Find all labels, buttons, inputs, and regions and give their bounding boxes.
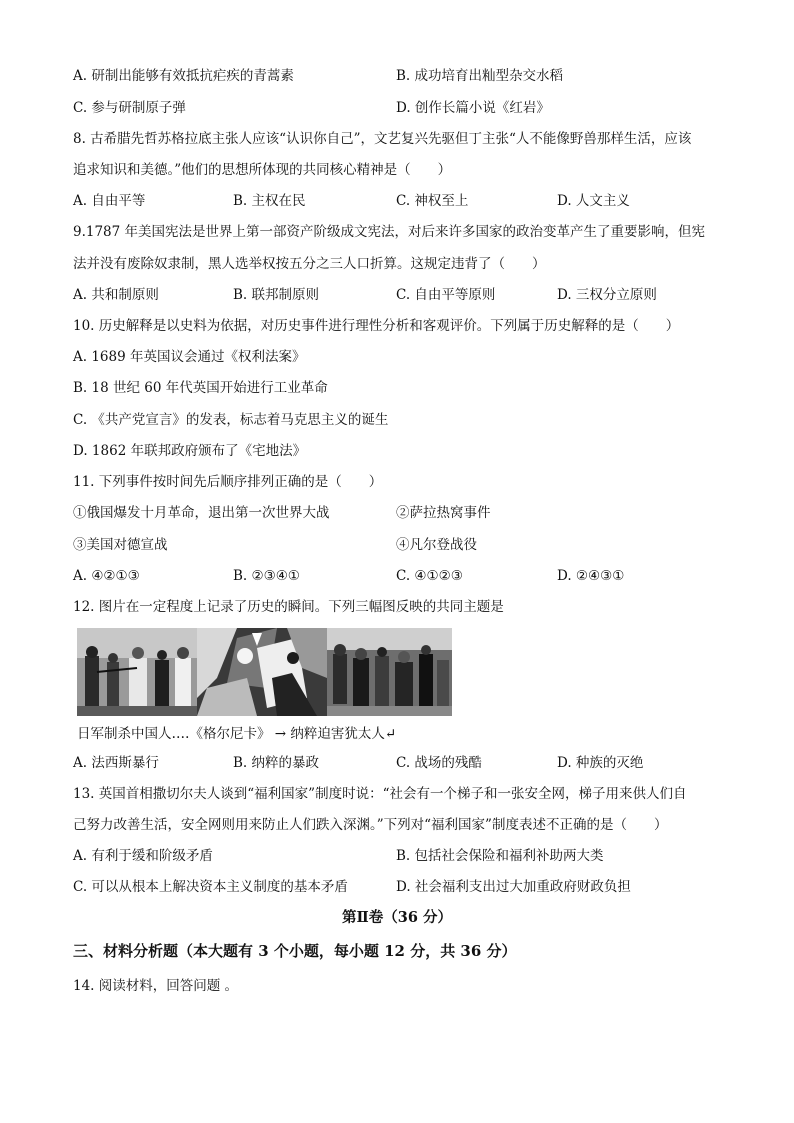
q10-stem: 10. 历史解释是以史料为依据，对历史事件进行理性分析和客观评价。下列属于历史解释的是（ ） — [73, 318, 680, 334]
q12-option-a: A. 法西斯暴行 — [73, 755, 159, 771]
q11-option-c: C. ④①②③ — [396, 568, 463, 584]
q13-option-b: B. 包括社会保险和福利补助两大类 — [396, 848, 604, 864]
q10-option-b: B. 18 世纪 60 年代英国开始进行工业革命 — [73, 380, 328, 396]
photo-guernica — [197, 628, 327, 716]
q7-option-b: B. 成功培育出籼型杂交水稻 — [396, 68, 564, 84]
q8-stem-line2: 追求知识和美德。”他们的思想所体现的共同核心精神是（ ） — [73, 162, 452, 178]
q10-option-c: C. 《共产党宣言》的发表，标志着马克思主义的诞生 — [73, 412, 389, 428]
q9-option-b: B. 联邦制原则 — [233, 287, 320, 303]
q13-option-d: D. 社会福利支出过大加重政府财政负担 — [396, 879, 631, 895]
q11-event-1: ①俄国爆发十月革命，退出第一次世界大战 — [73, 505, 330, 521]
q11-event-4: ④凡尔登战役 — [396, 537, 477, 553]
q12-option-c: C. 战场的残酷 — [396, 755, 482, 771]
q9-option-d: D. 三权分立原则 — [557, 287, 657, 303]
q13-option-c: C. 可以从根本上解决资本主义制度的基本矛盾 — [73, 879, 348, 895]
q11-event-3: ③美国对德宣战 — [73, 537, 168, 553]
photo-japanese-atrocity — [77, 628, 197, 716]
q14-stem: 14. 阅读材料，回答问题 。 — [73, 978, 239, 994]
q7-option-d: D. 创作长篇小说《红岩》 — [396, 100, 550, 116]
q7-option-c: C. 参与研制原子弹 — [73, 100, 186, 116]
q7-option-a: A. 研制出能够有效抵抗疟疾的青蒿素 — [73, 68, 294, 84]
q8-stem-line1: 8. 古希腊先哲苏格拉底主张人应该“认识你自己”，文艺复兴先驱但丁主张“人不能像野兽那样生活，应该 — [73, 131, 692, 147]
q9-option-a: A. 共和制原则 — [73, 287, 159, 303]
q9-option-c: C. 自由平等原则 — [396, 287, 496, 303]
q8-option-b: B. 主权在民 — [233, 193, 306, 209]
q9-stem-line1: 9.1787 年美国宪法是世界上第一部资产阶级成文宪法，对后来许多国家的政治变革产生了重要影响，但宪 — [73, 224, 706, 240]
q13-stem-line1: 13. 英国首相撒切尔夫人谈到“福利国家”制度时说：“社会有一个梯子和一张安全网，梯子用来供人们自 — [73, 786, 687, 802]
part2-title: 第Ⅱ卷（36 分） — [342, 909, 452, 926]
q11-stem: 11. 下列事件按时间先后顺序排列正确的是（ ） — [73, 474, 383, 490]
q13-stem-line2: 己努力改善生活，安全网则用来防止人们跌入深渊。”下列对“福利国家”制度表述不正确的是（ ） — [73, 817, 668, 833]
q10-option-a: A. 1689 年英国议会通过《权利法案》 — [73, 349, 306, 365]
q9-stem-line2: 法并没有废除奴隶制，黑人选举权按五分之三人口折算。这规定违背了（ ） — [73, 256, 546, 272]
q12-option-d: D. 种族的灭绝 — [557, 755, 644, 771]
q12-stem: 12. 图片在一定程度上记录了历史的瞬间。下列三幅图反映的共同主题是 — [73, 599, 504, 615]
q11-option-a: A. ④②①③ — [73, 568, 140, 584]
q13-option-a: A. 有利于缓和阶级矛盾 — [73, 848, 213, 864]
q11-option-b: B. ②③④① — [233, 568, 300, 584]
q11-option-d: D. ②④③① — [557, 568, 625, 584]
section3-heading: 三、材料分析题（本大题有 3 个小题，每小题 12 分，共 36 分） — [73, 942, 517, 960]
photo-nazi-persecution — [327, 628, 452, 716]
q8-option-d: D. 人文主义 — [557, 193, 630, 209]
q11-event-2: ②萨拉热窝事件 — [396, 505, 491, 521]
q8-option-c: C. 神权至上 — [396, 193, 469, 209]
q12-option-b: B. 纳粹的暴政 — [233, 755, 320, 771]
q10-option-d: D. 1862 年联邦政府颁布了《宅地法》 — [73, 443, 307, 459]
q8-option-a: A. 自由平等 — [73, 193, 146, 209]
q12-photo-caption: 日军制杀中国人‥‥《格尔尼卡》 → 纳粹迫害犹太人↵ — [77, 726, 397, 742]
